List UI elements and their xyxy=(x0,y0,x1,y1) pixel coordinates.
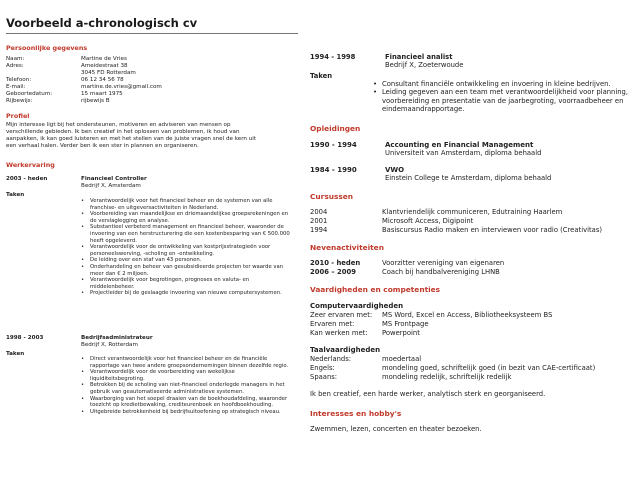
list-item: 2010 - heden Voorzitter vereniging van eigenaren xyxy=(310,259,505,267)
skills-heading: Vaardigheden en competenties xyxy=(310,285,441,294)
education-period: 1984 - 1990 xyxy=(310,166,357,174)
page-title: Voorbeeld a-chronologisch cv xyxy=(6,16,198,30)
personal-row: E-mail: martine.de.vries@gmail.com xyxy=(6,84,162,90)
tasks-label: Taken xyxy=(6,351,25,357)
personal-row: Naam: Martine de Vries xyxy=(6,56,127,62)
personal-row: Telefoon: 06 12 34 56 78 xyxy=(6,77,124,83)
education-place: Universiteit van Amsterdam, diploma behaald xyxy=(385,149,542,157)
list-item: Engels: mondeling goed, schriftelijk goed (in bezit van CAE-certificaat) xyxy=(310,364,596,372)
list-item: 2006 – 2009 Coach bij handbalvereniging LHNB xyxy=(310,268,500,276)
personal-table xyxy=(6,56,162,105)
side-activities-list xyxy=(310,259,630,277)
list-item: • Voorbereiding van maandelijkse en driemaandelijkse groepsrekeningen en de verslaglegging en analyse. xyxy=(78,211,290,224)
list-item: 2004 Klantvriendelijk communiceren, Edutraining Haarlem xyxy=(310,208,563,216)
list-item: • Verantwoordelijk voor de ontwikkeling van kostprijsstrategieën voor personeelswerving, -scholing en -ontwikkeling. xyxy=(78,244,290,257)
skills-summary: Ik ben creatief, een harde werker, analytisch sterk en georganiseerd. xyxy=(310,390,546,398)
list-item: Kan werken met: Powerpoint xyxy=(310,329,420,337)
list-item: • Projectleider bij de geslaagde invoering van nieuwe computersystemen. xyxy=(78,290,290,297)
personal-row: Geboortedatum: 15 maart 1975 xyxy=(6,91,123,97)
tasks-label: Taken xyxy=(310,72,333,80)
language-skills-heading: Taalvaardigheden xyxy=(310,346,381,354)
courses-heading: Cursussen xyxy=(310,192,354,201)
list-item: • De leiding over een staf van 43 personen. xyxy=(78,257,290,264)
job-company: Bedrijf X, Rotterdam xyxy=(81,342,138,348)
list-item: • Uitgebreide betrokkenheid bij bedrijfsuitoefening op strategisch niveau. xyxy=(78,409,290,416)
personal-row: Adres: Ameidestraat 38 xyxy=(6,63,128,69)
job-company: Bedrijf X, Amsterdam xyxy=(81,183,141,189)
job-company: Bedrijf X, Zoeterwoude xyxy=(385,61,464,69)
education-heading: Opleidingen xyxy=(310,124,361,133)
list-item: • Substantieel verbeterd management en financieel beheer, waaronder de invoering van een herstructurering die een kostenbesparing van € 500.000 heeft opgeleverd. xyxy=(78,224,290,244)
list-item: 1994 Basiscursus Radio maken en interviewen voor radio (Creativitas) xyxy=(310,226,603,234)
personal-row: Rijbewijs: rijbewijs B xyxy=(6,98,110,104)
education-title: VWO xyxy=(385,166,405,174)
email-value: martine.de.vries@gmail.com xyxy=(81,84,162,90)
side-activities-heading: Nevenactiviteiten xyxy=(310,243,384,252)
job-period: 1998 - 2003 xyxy=(6,335,44,341)
list-item: • Consultant financiële ontwikkeling en invoering in kleine bedrijven. xyxy=(370,80,632,88)
job-role: Financieel Controller xyxy=(81,176,147,182)
list-item: • Direct verantwoordelijk voor het financieel beheer en de financiële rapportage van twee andere groepsondernemingen binnen dezelfde regio. xyxy=(78,356,290,369)
profile-heading: Profiel xyxy=(6,112,30,120)
list-item: Nederlands: moedertaal xyxy=(310,355,422,363)
education-title: Accounting en Financial Management xyxy=(385,141,534,149)
list-item: • Verantwoordelijk voor begrotingen, prognoses en valuta- en middelenbeheer. xyxy=(78,277,290,290)
tasks-label: Taken xyxy=(6,192,25,198)
list-item: • Verantwoordelijk voor de voorbereiding van wekelijkse liquiditeitsbegroting. xyxy=(78,369,290,382)
list-item: Zeer ervaren met: MS Word, Excel en Access, Bibliotheeksysteem BS xyxy=(310,311,553,319)
title-divider xyxy=(6,33,298,34)
job-period: 1994 - 1998 xyxy=(310,53,356,61)
profile-text: Mijn interesse ligt bij het ondersteunen, motiveren en adviseren van mensen op verschillende gebieden. Ik ben creatief in het oplossen van problemen, ik houd van aanpakken, ik kan goed luisteren en met het stellen van de juiste vragen snel de kern uit een verhaal halen. Verder ben ik een ster in plannen en organiseren. xyxy=(6,122,257,149)
list-item: 2001 Microsoft Access, Digipoint xyxy=(310,217,474,225)
list-item: • Betrokken bij de scholing van niet-financieel onderlegde managers in het gebruik van geautomatiseerde administratieve systemen. xyxy=(78,382,290,395)
job-task-list xyxy=(370,80,632,114)
job-role: Bedrijfsadministrateur xyxy=(81,335,153,341)
list-item: • Leiding gegeven aan een team met verantwoordelijkheid voor planning, voorbereiding en presentatie van de jaarbegroting, voorraadbeheer en eindemaandrapportage. xyxy=(370,88,632,113)
list-item: • Waarborging van het soepel draaien van de boekhoudafdeling, waaronder toezicht op kredietbewaking, crediteurenboek en hoofdboekhouding. xyxy=(78,396,290,409)
job-task-list xyxy=(78,356,290,415)
job-period: 2003 - heden xyxy=(6,176,48,182)
computer-skills-list xyxy=(310,311,630,338)
job-role: Financieel analist xyxy=(385,53,453,61)
hobbies-text: Zwemmen, lezen, concerten en theater bezoeken. xyxy=(310,425,482,433)
list-item: • Onderhandeling en beheer van gesubsidieerde projecten ter waarde van meer dan € 2 miljoen. xyxy=(78,264,290,277)
list-item: • Verantwoordelijk voor het financieel beheer en de systemen van alle franchise- en uitgeversactiviteiten in Nederland. xyxy=(78,198,290,211)
courses-list xyxy=(310,208,630,235)
personal-row: 3045 FD Rotterdam xyxy=(81,70,136,76)
personal-heading: Persoonlijke gegevens xyxy=(6,44,88,52)
education-period: 1990 - 1994 xyxy=(310,141,357,149)
hobbies-heading: Interesses en hobby's xyxy=(310,409,402,418)
job-task-list xyxy=(78,198,290,297)
computer-skills-heading: Computervaardigheden xyxy=(310,302,404,310)
language-skills-list xyxy=(310,355,635,382)
education-place: Einstein College te Amsterdam, diploma behaald xyxy=(385,174,552,182)
work-heading: Werkervaring xyxy=(6,161,55,169)
list-item: Ervaren met: MS Frontpage xyxy=(310,320,429,328)
list-item: Spaans: mondeling redelijk, schriftelijk redelijk xyxy=(310,373,512,381)
